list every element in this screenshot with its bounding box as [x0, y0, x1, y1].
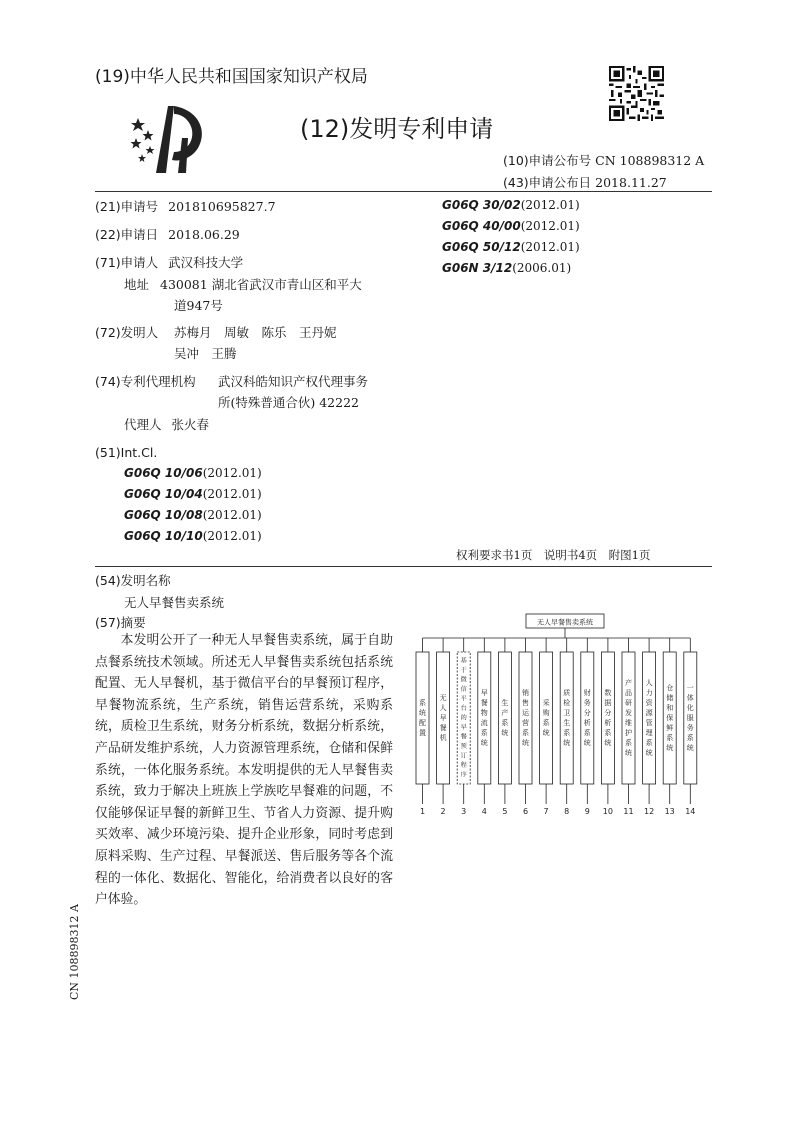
publication-number-value: CN 108898312 A	[595, 153, 705, 168]
diagram-box-label: 仓储和保鲜系统	[666, 684, 674, 752]
cnipa-logo	[128, 98, 210, 178]
diagram-box-number: 5	[502, 807, 508, 816]
diagram-box-number: 1	[419, 807, 426, 816]
inventors-label: (72)发明人	[95, 325, 159, 340]
diagram-box-label: 财务分析系统	[583, 689, 591, 747]
diagram-box-number: 6	[522, 807, 529, 816]
diagram-box-number: 7	[543, 807, 549, 816]
diagram-box-label: 数据分析系统	[604, 689, 612, 747]
diagram-box-label: 早餐物流系统	[480, 689, 488, 747]
diagram-box-number: 14	[685, 807, 696, 816]
agency-line-1: 武汉科皓知识产权代理事务	[218, 374, 369, 389]
agent-label: 代理人	[124, 417, 162, 432]
diagram-box-label: 基于微信平台的早餐预订程序	[460, 657, 467, 779]
diagram-box	[601, 652, 614, 784]
intcl-item: G06Q 30/02(2012.01)	[442, 198, 580, 212]
application-number	[95, 196, 276, 217]
intcl-item: G06Q 10/06(2012.01)	[124, 466, 262, 480]
diagram-box-number: 8	[564, 807, 570, 816]
inventors-line-2: 吴冲 王腾	[174, 346, 237, 361]
diagram-box	[560, 652, 573, 784]
diagram-box-number: 4	[481, 807, 487, 816]
address-line-2: 道947号	[174, 298, 223, 313]
address-label: 地址	[124, 277, 150, 292]
side-publication-code: CN 108898312 A	[68, 904, 81, 1000]
diagram-box	[622, 652, 635, 784]
diagram-box	[540, 652, 553, 784]
publication-number	[503, 151, 704, 169]
intcl-item: G06Q 10/04(2012.01)	[124, 487, 262, 501]
diagram-box-number: 10	[602, 807, 613, 816]
diagram-box-label: 质检卫生系统	[563, 689, 571, 747]
office-name: (19)中华人民共和国国家知识产权局	[95, 67, 368, 87]
diagram-box	[643, 652, 656, 784]
diagram-box-number: 11	[623, 807, 634, 816]
diagram-box	[581, 652, 594, 784]
diagram-box-number: 3	[461, 807, 467, 816]
intcl-item: G06Q 10/10(2012.01)	[124, 529, 262, 543]
address-line-1: 430081 湖北省武汉市青山区和平大	[160, 277, 362, 292]
intcl-label: (51)Int.Cl.	[95, 445, 158, 460]
application-date-value: 2018.06.29	[168, 227, 240, 242]
diagram-box	[478, 652, 491, 784]
agency-line-2: 所(特殊普通合伙) 42222	[218, 395, 359, 410]
application-number-value: 201810695827.7	[168, 199, 276, 214]
diagram-box-number: 9	[584, 807, 590, 816]
biblio-divider	[95, 566, 712, 567]
header-divider	[95, 191, 712, 192]
agent	[124, 414, 209, 435]
agent-value: 张火春	[171, 417, 210, 432]
qr-code	[609, 66, 664, 121]
publication-date-value: 2018.11.27	[595, 175, 667, 190]
application-date	[95, 224, 240, 245]
page-counts: 权利要求书1页 说明书4页 附图1页	[456, 548, 651, 562]
publication-number-label: (10)申请公布号	[503, 153, 592, 168]
diagram-root-label: 无人早餐售卖系统	[537, 618, 593, 627]
publication-date-label: (43)申请公布日	[503, 175, 592, 190]
abstract-text: 本发明公开了一种无人早餐售卖系统，属于自助点餐系统技术领域。所述无人早餐售卖系统包括系统配置、无人早餐机，基于微信平台的早餐预订程序，早餐物流系统，生产系统，销售运营系统，采购系统，质检卫生系统，财务分析系统，数据分析系统，产品研发维护系统，人力资源管理系统，仓储和保鲜系统，一体化服务系统。本发明提供的无人早餐售卖系统，致力于解决上班族上学族吃早餐难的问题，不仅能够保证早餐的新鲜卫生、节省人力资源、提升购买效率、减少环境污染、提升企业形象，同时考虑到原料采购、生产过程、早餐派送、售后服务等各个流程的一体化、数据化、智能化，给消费者以良好的客户体验。	[95, 633, 393, 908]
intcl-item: G06Q 50/12(2012.01)	[442, 240, 580, 254]
intcl-item: G06Q 10/08(2012.01)	[124, 508, 262, 522]
intcl-item: G06Q 40/00(2012.01)	[442, 219, 580, 233]
diagram-box-label: 生产系统	[501, 699, 509, 737]
diagram-box-label: 采购系统	[542, 699, 550, 737]
document-type: (12)发明专利申请	[300, 115, 494, 143]
applicant	[95, 252, 243, 273]
application-number-label: (21)申请号	[95, 199, 159, 214]
diagram-box-number: 13	[664, 807, 675, 816]
diagram-box-label: 一体化服务系统	[686, 684, 694, 752]
diagram-box-label: 系统配置	[419, 699, 426, 737]
application-date-label: (22)申请日	[95, 227, 159, 242]
invention-title: 无人早餐售卖系统	[124, 595, 225, 610]
agency-label: (74)专利代理机构	[95, 374, 196, 389]
diagram-box-label: 销售运营系统	[522, 689, 529, 747]
title-label: (54)发明名称	[95, 573, 171, 588]
applicant-label: (71)申请人	[95, 255, 159, 270]
diagram-box-label: 人力资源管理系统	[645, 679, 653, 757]
diagram-box-label: 无人早餐机	[439, 694, 447, 742]
diagram-box-number: 12	[644, 807, 655, 816]
diagram-box	[519, 652, 532, 784]
diagram-box	[416, 652, 429, 784]
diagram-box-number: 2	[440, 807, 446, 816]
system-block-diagram	[408, 612, 713, 822]
inventors-line-1: 苏梅月 周敏 陈乐 王丹妮	[174, 325, 337, 340]
publication-date	[503, 173, 667, 191]
diagram-box-label: 产品研发维护系统	[625, 679, 632, 757]
applicant-value: 武汉科技大学	[168, 255, 244, 270]
intcl-item: G06N 3/12(2006.01)	[442, 261, 572, 275]
abstract-label: (57)摘要	[95, 615, 146, 630]
diagram-box	[498, 652, 511, 784]
